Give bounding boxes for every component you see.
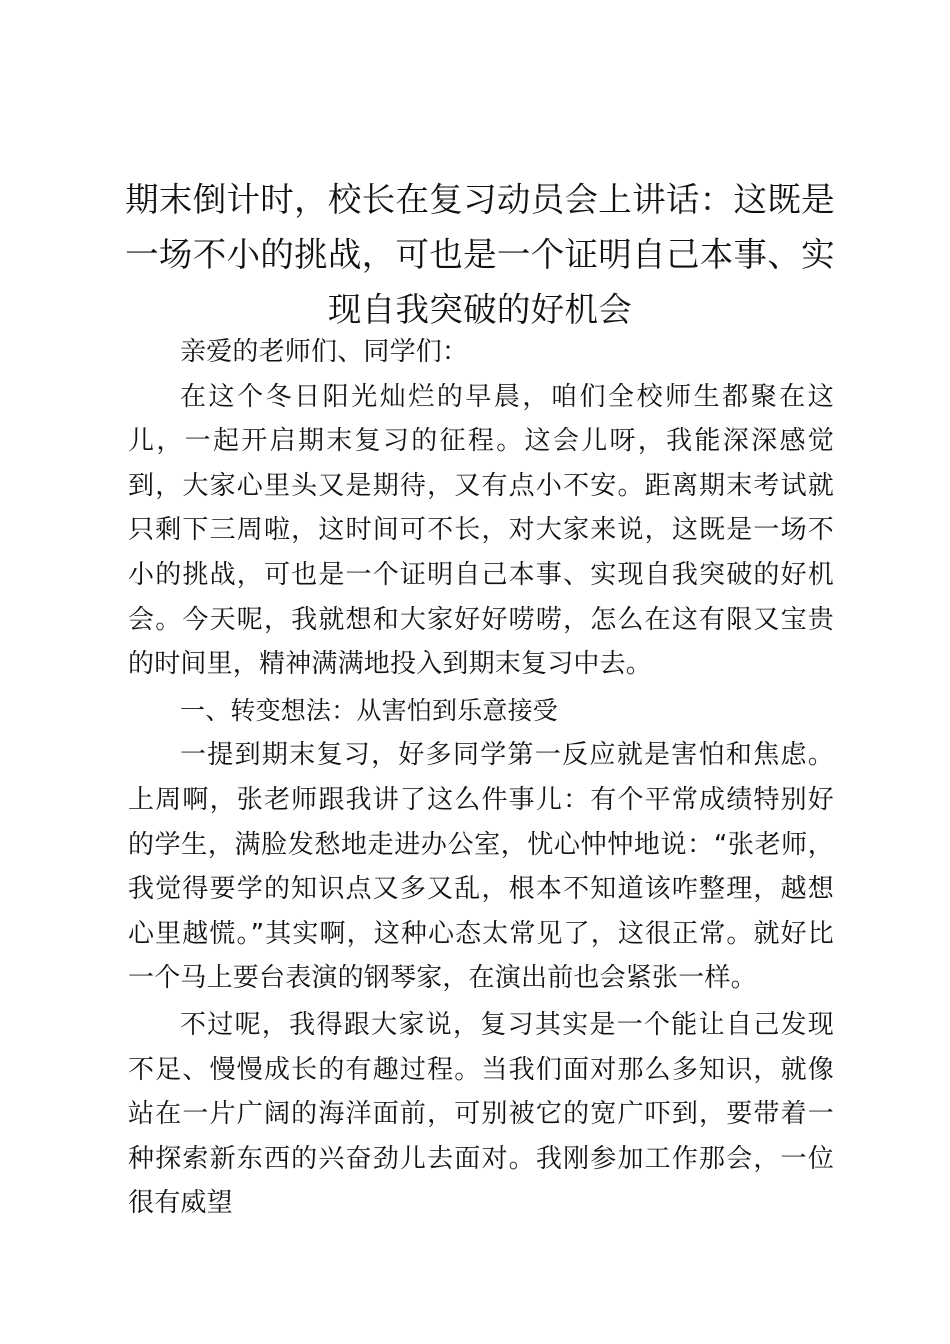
document-body (128, 330, 834, 1226)
paragraph-intro: 在这个冬日阳光灿烂的早晨，咱们全校师生都聚在这儿，一起开启期末复习的征程。这会儿呀，我能深深感觉到，大家心里头又是期待，又有点小不安。距离期末考试就只剩下三周啦，这时间可不长，对大家来说，这既是一场不小的挑战，可也是一个证明自己本事、实现自我突破的好机会。今天呢，我就想和大家好好唠唠，怎么在这有限又宝贵的时间里，精神满满地投入到期末复习中去。 (128, 381, 834, 680)
section-heading: 一、转变想法：从害怕到乐意接受 (180, 695, 559, 725)
paragraph-anxiety: 一提到期末复习，好多同学第一反应就是害怕和焦虑。上周啊，张老师跟我讲了这么件事儿：有个平常成绩特别好的学生，满脸发愁地走进办公室，忧心忡忡地说：“张老师，我觉得要学的知识点又多又乱，根本不知道该咋整理，越想心里越慌。”其实啊，这种心态太常见了，这很正常。就好比一个马上要台表演的钢琴家，在演出前也会紧张一样。 (128, 740, 834, 994)
paragraph-growth: 不过呢，我得跟大家说，复习其实是一个能让自己发现不足、慢慢成长的有趣过程。当我们面对那么多知识，就像站在一片广阔的海洋面前，可别被它的宽广吓到，要带着一种探索新东西的兴奋劲儿去面对。我刚参加工作那会，一位很有威望 (128, 1009, 834, 1219)
document-title: 期末倒计时，校长在复习动员会上讲话：这既是一场不小的挑战，可也是一个证明自己本事、实现自我突破的好机会 (125, 180, 835, 329)
salutation: 亲爱的老师们、同学们： (180, 337, 469, 367)
